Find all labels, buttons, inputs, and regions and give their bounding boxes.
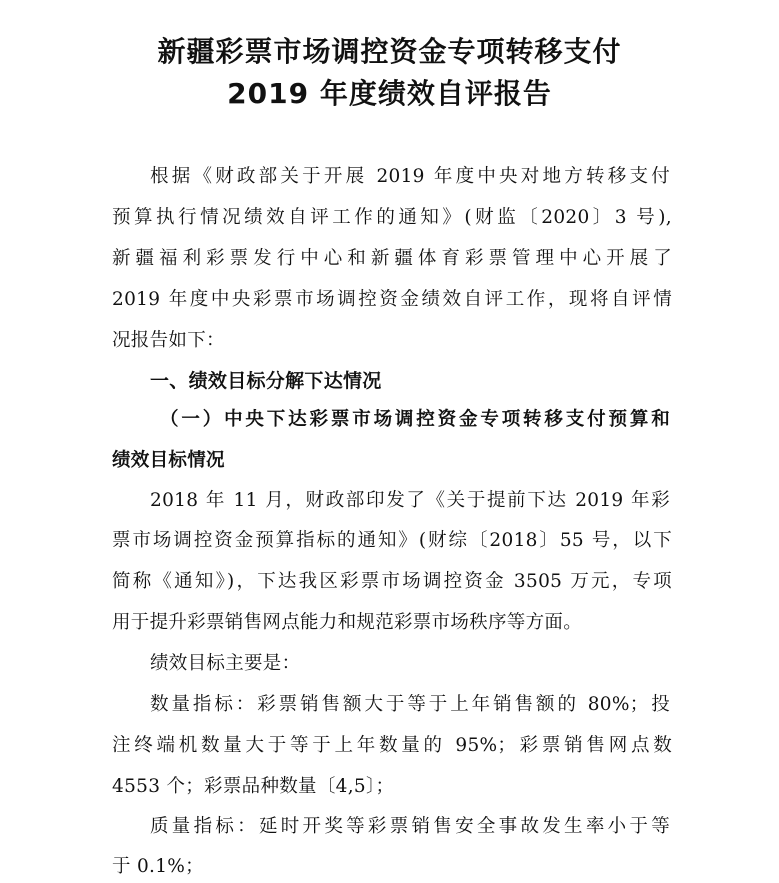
document-title-line-2: 2019 年度绩效自评报告 xyxy=(227,77,552,110)
subsection-heading-1-cont: 绩效目标情况 xyxy=(112,450,225,471)
body-line-1: 根据《财政部关于开展 2019 年度中央对地方转移支付 xyxy=(150,166,670,187)
section-heading-1: 一、绩效目标分解下达情况 xyxy=(150,370,382,392)
body-line-10: 绩效目标主要是： xyxy=(150,653,301,674)
body-line-14: 质量指标：延时开奖等彩票销售安全事故发生率小于等 xyxy=(150,816,670,837)
body-line-9: 用于提升彩票销售网点能力和规范彩票市场秩序等方面。 xyxy=(112,612,583,633)
body-line-15: 于 0.1%； xyxy=(112,856,204,877)
body-line-4: 2019 年度中央彩票市场调控资金绩效自评工作，现将自评情 xyxy=(112,289,672,310)
document-title-line-1: 新疆彩票市场调控资金专项转移支付 xyxy=(157,35,622,68)
body-line-6: 2018 年 11 月，财政部印发了《关于提前下达 2019 年彩 xyxy=(150,490,670,511)
body-line-2: 预算执行情况绩效自评工作的通知》(财监〔2020〕3 号), xyxy=(112,207,672,228)
body-line-12: 注终端机数量大于等于上年数量的 95%；彩票销售网点数 xyxy=(112,735,672,756)
subsection-heading-1: （一）中央下达彩票市场调控资金专项转移支付预算和 xyxy=(160,409,670,430)
body-line-3: 新疆福利彩票发行中心和新疆体育彩票管理中心开展了 xyxy=(112,248,672,269)
body-line-13: 4553 个；彩票品种数量〔4,5〕； xyxy=(112,776,395,797)
body-line-7: 票市场调控资金预算指标的通知》(财综〔2018〕55 号，以下 xyxy=(112,530,672,551)
body-line-11: 数量指标：彩票销售额大于等于上年销售额的 80%；投 xyxy=(150,694,670,715)
body-line-8: 简称《通知》)，下达我区彩票市场调控资金 3505 万元，专项 xyxy=(112,571,672,592)
body-line-5: 况报告如下： xyxy=(112,330,225,351)
